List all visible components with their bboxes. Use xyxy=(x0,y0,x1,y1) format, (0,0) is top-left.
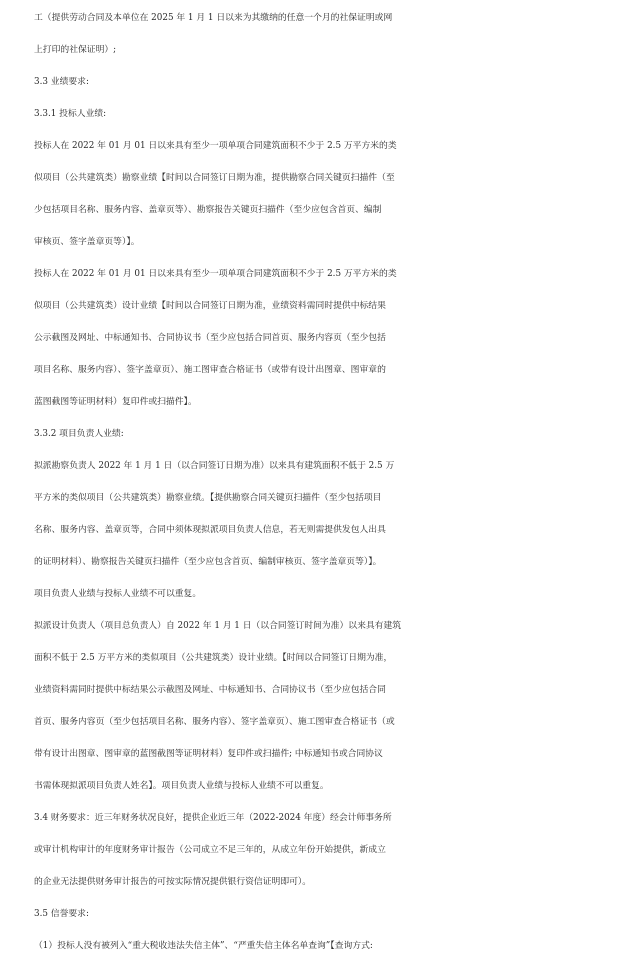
text-line: 公示截图及网址、中标通知书、合同协议书（至少应包括合同首页、服务内容页（至少包括 xyxy=(34,333,386,343)
text-line: 投标人在 2022 年 01 月 01 日以来具有至少一项单项合同建筑面积不少于 2.5 万平方米的类 xyxy=(34,269,397,279)
text-line: 少包括项目名称、服务内容、盖章页等）、勘察报告关键页扫描件（至少应包含首页、编制 xyxy=(34,205,382,215)
text-line: 名称、服务内容、盖章页等，合同中须体现拟派项目负责人信息，若无则需提供发包人出具 xyxy=(34,525,386,535)
text-line: 首页、服务内容页（至少包括项目名称、服务内容）、签字盖章页）、施工图审查合格证书（或 xyxy=(34,717,395,727)
text-line: 拟派勘察负责人 2022 年 1 月 1 日（以合同签订日期为准）以来具有建筑面积不低于 2.5 万 xyxy=(34,461,395,471)
text-line: 面积不低于 2.5 万平方米的类似项目（公共建筑类）设计业绩。【时间以合同签订日期为准， xyxy=(34,653,393,663)
text-line: 平方米的类似项目（公共建筑类）勘察业绩。【提供勘察合同关键页扫描件（至少包括项目 xyxy=(34,493,382,503)
text-line: 审核页、签字盖章页等）】。 xyxy=(34,237,140,247)
text-line: 带有设计出图章、图审章的蓝图截图等证明材料）复印件或扫描件; 中标通知书或合同协议 xyxy=(34,749,383,759)
text-line: 拟派设计负责人（项目总负责人）自 2022 年 1 月 1 日（以合同签订时间为准）以来具有建筑 xyxy=(34,621,402,631)
text-line: 或审计机构审计的年度财务审计报告（公司成立不足三年的，从成立年份开始提供，新成立 xyxy=(34,845,386,855)
text-line: 蓝图截图等证明材料）复印件或扫描件】。 xyxy=(34,397,197,407)
text-line: （1）投标人没有被列入“重大税收违法失信主体”、“严重失信主体名单查询”【查询方式: xyxy=(34,941,373,951)
text-line: 工（提供劳动合同及本单位在 2025 年 1 月 1 日以来为其缴纳的任意一个月的社保证明或网 xyxy=(34,13,393,23)
section-heading: 3.5 信誉要求: xyxy=(34,909,89,919)
text-line: 业绩资料需同时提供中标结果公示截图及网址、中标通知书、合同协议书（至少应包括合同 xyxy=(34,685,386,695)
text-line: 似项目（公共建筑类）设计业绩【时间以合同签订日期为准，业绩资料需同时提供中标结果 xyxy=(34,301,386,311)
text-line: 项目负责人业绩与投标人业绩不可以重复。 xyxy=(34,589,202,599)
text-line: 书需体现拟派项目负责人姓名】。项目负责人业绩与投标人业绩不可以重复。 xyxy=(34,781,329,791)
text-line: 的证明材料）、勘察报告关键页扫描件（至少应包含首页、编制审核页、签字盖章页等）】。 xyxy=(34,557,382,567)
text-line: 上打印的社保证明）; xyxy=(34,45,117,55)
text-line: 似项目（公共建筑类）勘察业绩【时间以合同签订日期为准，提供勘察合同关键页扫描件（至 xyxy=(34,173,395,183)
section-heading: 3.3.2 项目负责人业绩: xyxy=(34,429,124,439)
section-heading: 3.3 业绩要求: xyxy=(34,77,89,87)
text-line: 投标人在 2022 年 01 月 01 日以来具有至少一项单项合同建筑面积不少于 2.5 万平方米的类 xyxy=(34,141,397,151)
section-heading: 3.3.1 投标人业绩: xyxy=(34,109,107,119)
text-line: 的企业无法提供财务审计报告的可按实际情况提供银行资信证明即可）。 xyxy=(34,877,312,887)
text-line: 项目名称、服务内容）、签字盖章页）、施工图审查合格证书（或带有设计出图章、图审章的 xyxy=(34,365,386,375)
section-heading: 3.4 财务要求：近三年财务状况良好，提供企业近三年（2022-2024 年度）经会计师事务所 xyxy=(34,813,392,823)
